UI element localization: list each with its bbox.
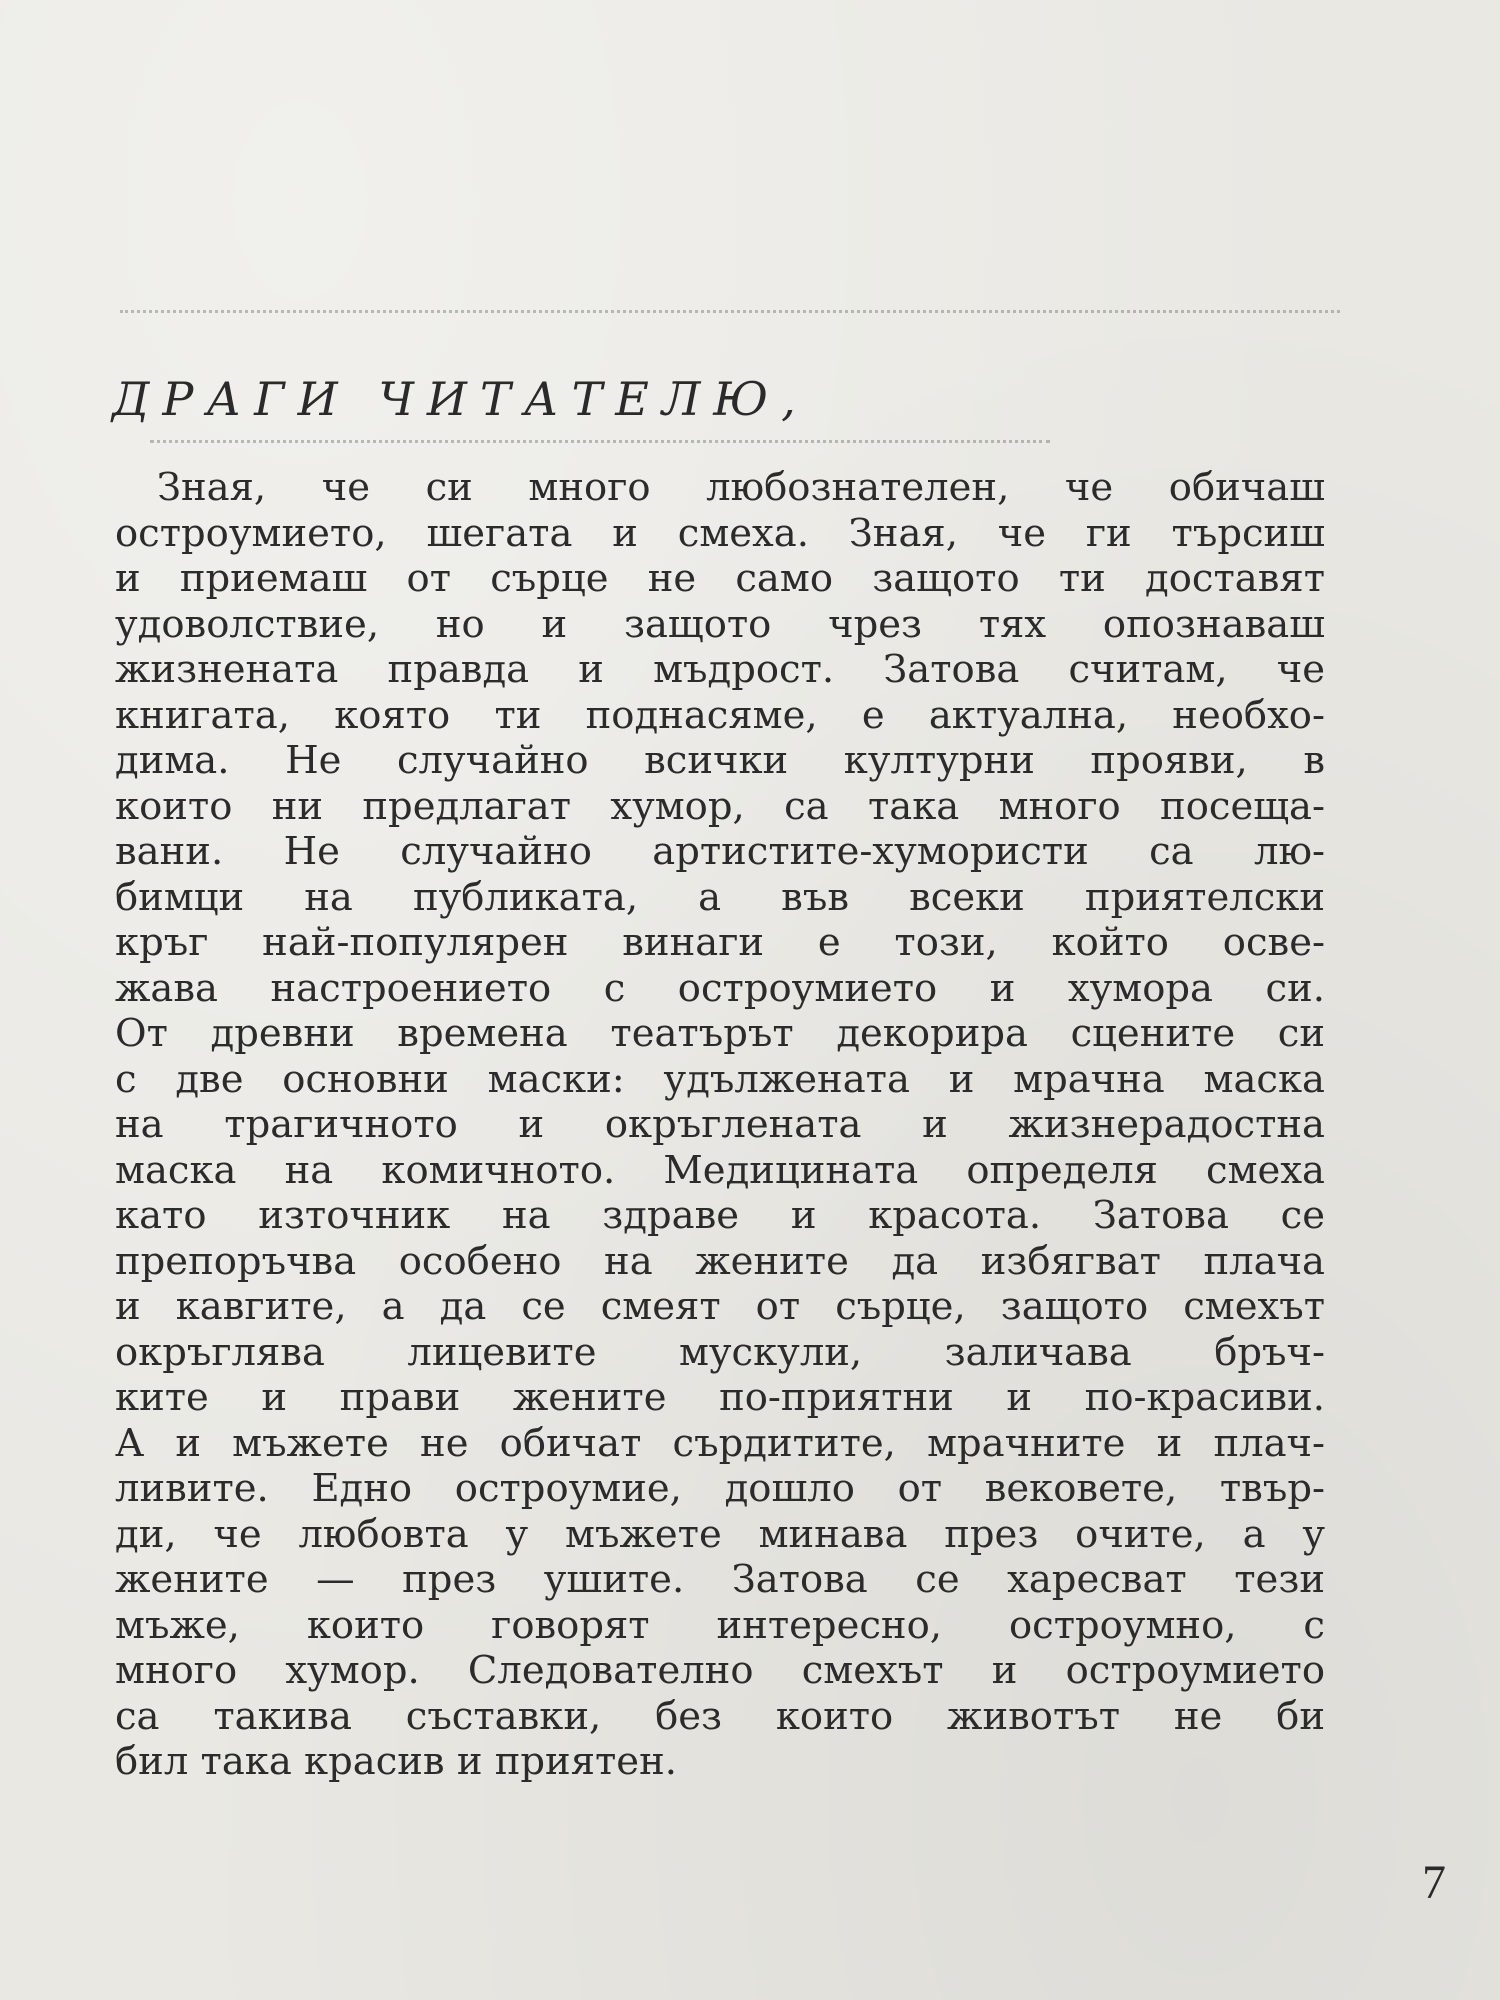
text-line: окръглява лицевите мускули, заличава бръч- — [115, 1329, 1325, 1375]
text-line: които ни предлагат хумор, са така много посеща- — [115, 783, 1325, 829]
text-line: А и мъжете не обичат сърдитите, мрачните и плач- — [115, 1420, 1325, 1466]
text-line: книгата, която ти поднасяме, е актуална, необхо- — [115, 692, 1325, 738]
salutation-heading: ДРАГИ ЧИТАТЕЛЮ, — [112, 372, 809, 426]
text-line: ливите. Едно остроумие, дошло от вековете, твър- — [115, 1466, 1325, 1511]
text-line: като източник на здраве и красота. Затова се — [115, 1193, 1325, 1238]
page-number: 7 — [1422, 1856, 1446, 1909]
body-paragraph — [115, 465, 1325, 1785]
text-line: маска на комичното. Медицината определя смеха — [115, 1147, 1325, 1193]
text-line: бимци на публиката, а във всеки приятелски — [115, 874, 1325, 920]
text-line: ките и прави жените по-приятни и по-красиви. — [115, 1375, 1325, 1420]
text-line: и кавгите, а да се смеят от сърце, защото смехът — [115, 1284, 1325, 1329]
text-line: От древни времена театърът декорира сцените си — [115, 1011, 1325, 1056]
text-line: с две основни маски: удължената и мрачна маска — [115, 1056, 1325, 1102]
text-line: на трагичното и окръглената и жизнерадостна — [115, 1102, 1325, 1147]
show-through-line — [120, 310, 1340, 313]
text-line: дима. Не случайно всички културни прояви, в — [115, 738, 1325, 783]
text-line: мъже, които говорят интересно, остроумно, с — [115, 1602, 1325, 1648]
text-line: препоръчва особено на жените да избягват плача — [115, 1238, 1325, 1284]
text-line: кръг най-популярен винаги е този, който осве- — [115, 920, 1325, 965]
text-line: и приемаш от сърце не само защото ти доставят — [115, 556, 1325, 601]
text-line: много хумор. Следователно смехът и остроумието — [115, 1648, 1325, 1693]
text-line: ди, че любовта у мъжете минава през очите, а у — [115, 1511, 1325, 1557]
text-line: удоволствие, но и защото чрез тях опознаваш — [115, 601, 1325, 647]
text-line: бил така красив и приятен. — [115, 1739, 677, 1784]
text-line: жизнената правда и мъдрост. Затова считам, че — [115, 647, 1325, 692]
text-line: вани. Не случайно артистите-хумористи са лю- — [115, 829, 1325, 874]
text-line: жава настроението с остроумието и хумора си. — [115, 965, 1325, 1011]
text-line: остроумието, шегата и смеха. Зная, че ги търсиш — [115, 510, 1325, 556]
text-line: са такива съставки, без които животът не би — [115, 1693, 1325, 1739]
text-line: Зная, че си много любознателен, че обичаш — [157, 465, 1325, 510]
show-through-line — [150, 440, 1050, 443]
text-line: жените — през ушите. Затова се харесват тези — [115, 1557, 1325, 1602]
